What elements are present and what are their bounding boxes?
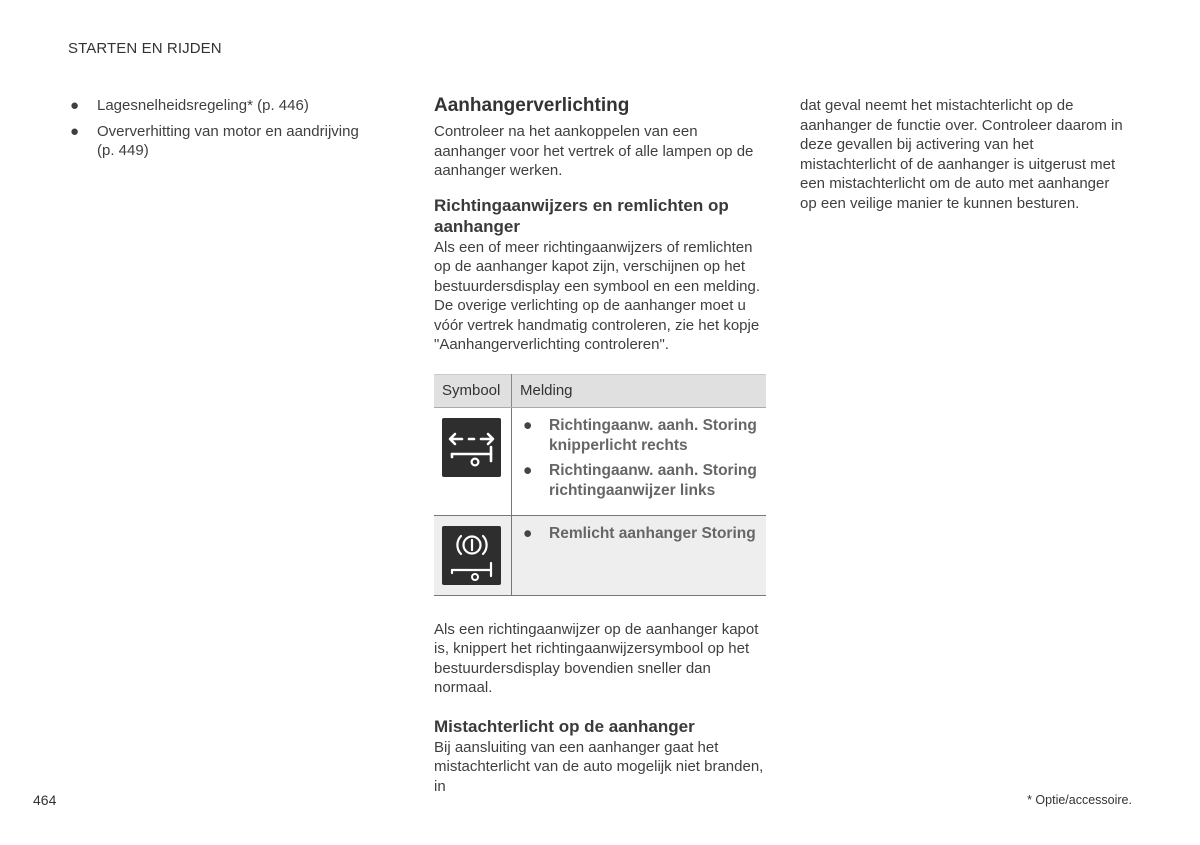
trailer-turn-signal-icon bbox=[442, 418, 501, 477]
see-also-list bbox=[68, 96, 368, 161]
subheading-fog-light: Mistachterlicht op de aanhanger bbox=[434, 716, 695, 736]
message-item bbox=[520, 524, 758, 544]
bullet-icon: ● bbox=[523, 416, 533, 434]
link-text: Oververhitting van motor en aandrijving (p. 449) bbox=[97, 122, 359, 159]
table-row bbox=[434, 407, 766, 515]
page-number: 464 bbox=[33, 792, 57, 808]
table-header-message: Melding bbox=[512, 374, 767, 407]
table-header-symbol: Symbool bbox=[434, 374, 512, 407]
footnote: * Optie/accessoire. bbox=[1027, 793, 1132, 807]
link-text: Lagesnelheidsregeling* (p. 446) bbox=[97, 97, 309, 114]
bullet-icon: ● bbox=[70, 122, 80, 140]
subheading-signals: Richtingaanwijzers en remlichten op aanhanger bbox=[434, 195, 729, 236]
message-text: Remlicht aanhanger Storing bbox=[549, 524, 756, 542]
bullet-icon: ● bbox=[70, 97, 80, 114]
middle-column bbox=[434, 94, 766, 796]
section-title: Aanhangerverlichting bbox=[434, 95, 630, 116]
trailer-brake-light-icon bbox=[442, 526, 501, 585]
message-text: Richtingaanw. aanh. Storing knipperlicht rechts bbox=[549, 416, 757, 454]
list-item[interactable] bbox=[68, 96, 368, 116]
symbol-table bbox=[434, 374, 766, 596]
after-table-paragraph: Als een richtingaanwijzer op de aanhanger kapot is, knippert het richtingaanwijzersymbool op het bestuurdersdisplay bovendien sneller dan normaal. bbox=[434, 620, 759, 696]
section-header: STARTEN EN RIJDEN bbox=[68, 40, 222, 57]
fog-light-continuation: dat geval neemt het mistachterlicht op de aanhanger de functie over. Controleer daarom in deze gevallen bij activering van het mistachterlicht of de aanhanger is uitgerust met een mistachterlicht om de auto met aanhanger op een veilige manier te kunnen besturen. bbox=[800, 97, 1123, 212]
message-text: Richtingaanw. aanh. Storing richtingaanwijzer links bbox=[549, 461, 757, 499]
list-item[interactable] bbox=[68, 122, 368, 161]
table-row bbox=[434, 515, 766, 595]
signals-paragraph: Als een of meer richtingaanwijzers of remlichten op de aanhanger kapot zijn, verschijnen op het bestuurdersdisplay een symbool en een melding. De overige verlichting op de aanhanger moet u vóór vertrek handmatig controleren, zie het kopje "Aanhangerverlichting controleren". bbox=[434, 238, 761, 353]
left-column bbox=[68, 96, 368, 167]
intro-paragraph: Controleer na het aankoppelen van een aanhanger voor het vertrek of alle lampen op de aanhanger werken. bbox=[434, 123, 754, 179]
fog-light-paragraph: Bij aansluiting van een aanhanger gaat het mistachterlicht van de auto mogelijk niet branden, in bbox=[434, 738, 764, 795]
bullet-icon: ● bbox=[523, 461, 533, 479]
message-item bbox=[520, 461, 758, 501]
bullet-icon: ● bbox=[523, 524, 533, 542]
message-item bbox=[520, 416, 758, 456]
right-column bbox=[800, 96, 1130, 213]
